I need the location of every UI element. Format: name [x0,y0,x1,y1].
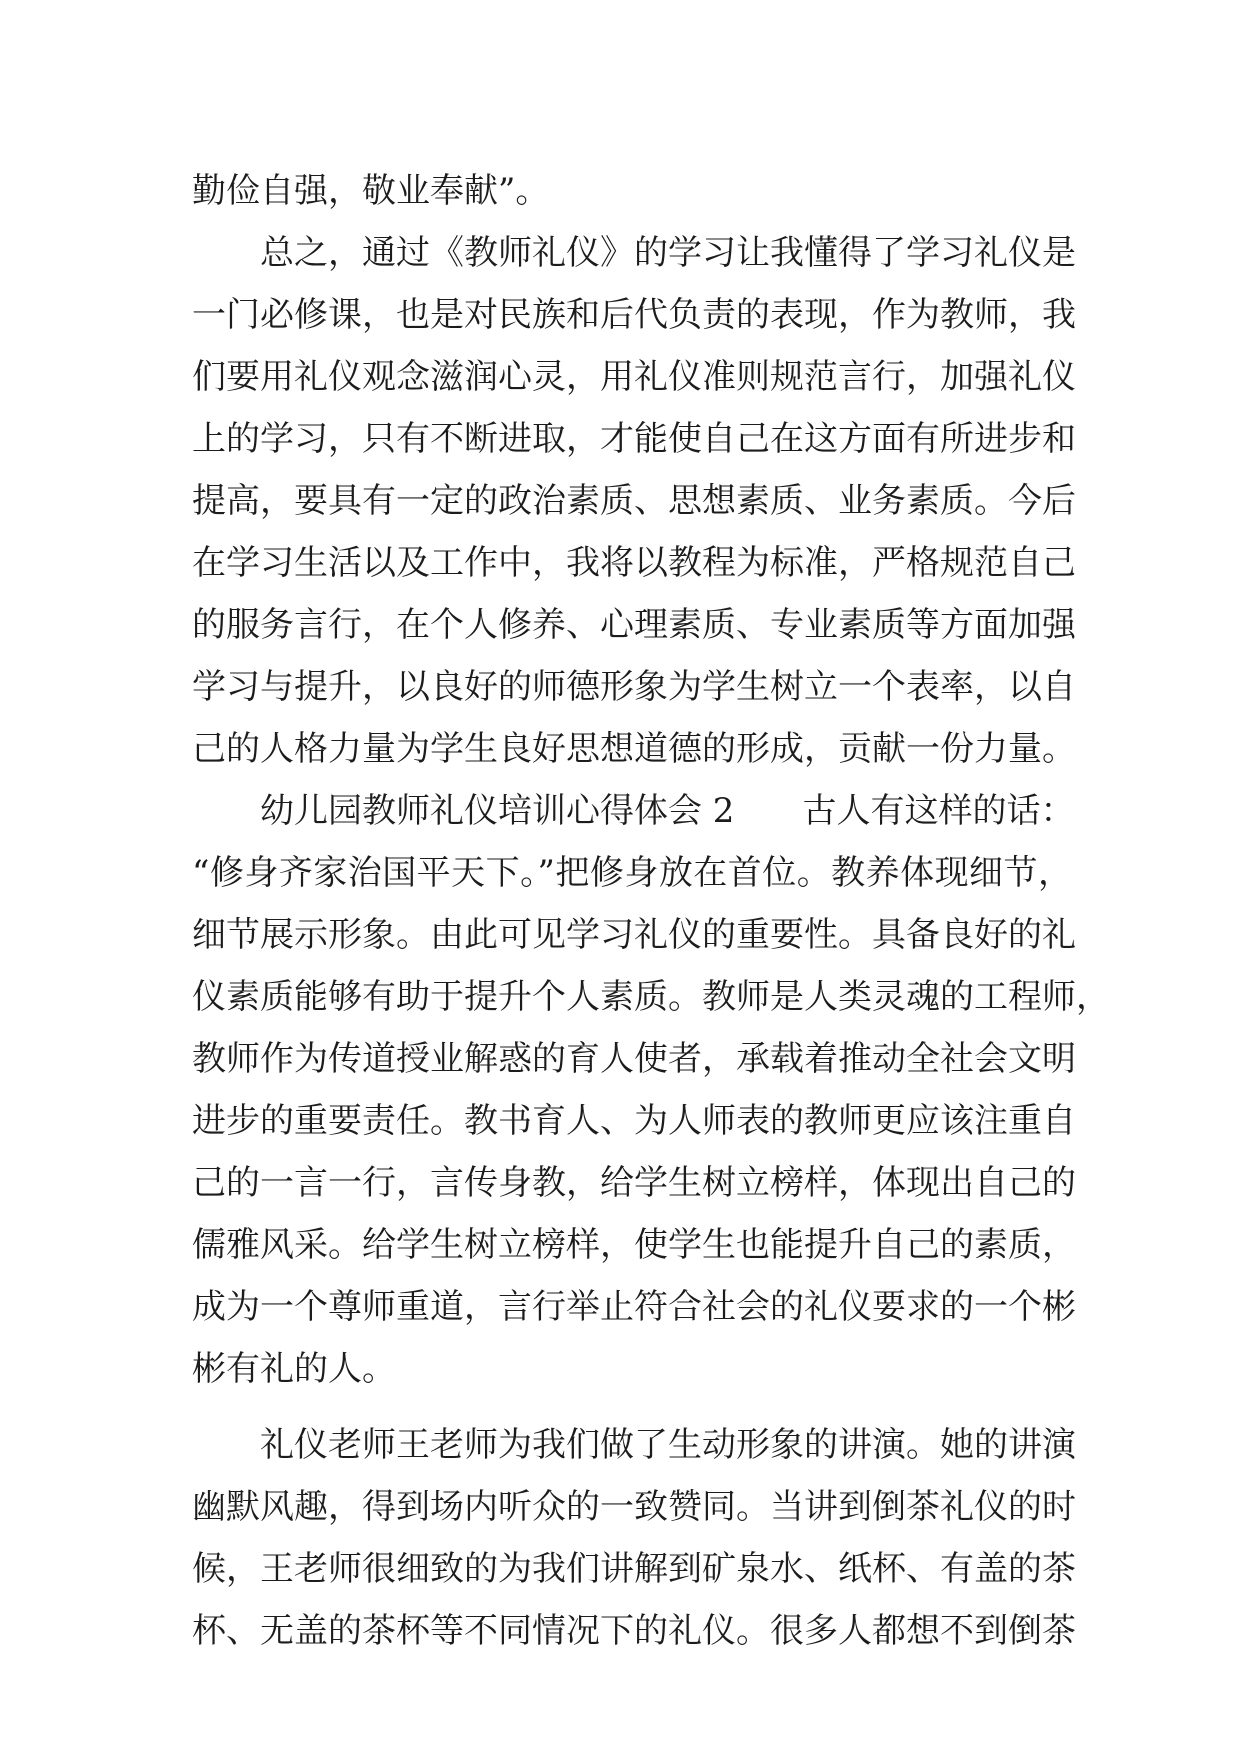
text-line: 总之，通过《教师礼仪》的学习让我懂得了学习礼仪是 [192,233,1076,273]
text-line: 学习与提升，以良好的师德形象为学生树立一个表率，以自 [192,667,1076,707]
text-line: 教师作为传道授业解惑的育人使者，承载着推动全社会文明 [192,1039,1076,1079]
text-line: 上的学习，只有不断进取，才能使自己在这方面有所进步和 [192,419,1076,459]
paragraph-spacing [192,1400,1072,1414]
paragraph-1 [192,160,1072,222]
text-line: 们要用礼仪观念滋润心灵，用礼仪准则规范言行，加强礼仪 [192,357,1076,397]
paragraph-2 [192,222,1076,780]
text-line: 的服务言行，在个人修养、心理素质、专业素质等方面加强 [192,605,1076,645]
paragraph-4 [192,1414,1076,1662]
text-line: “修身齐家治国平天下。”把修身放在首位。教养体现细节， [192,853,1072,893]
text-line: 候，王老师很细致的为我们讲解到矿泉水、纸杯、有盖的茶 [192,1549,1076,1589]
text-line: 进步的重要责任。教书育人、为人师表的教师更应该注重自 [192,1101,1076,1141]
text-line: 儒雅风采。给学生树立榜样，使学生也能提升自己的素质， [192,1225,1076,1265]
text-line: 勤俭自强，敬业奉献”。 [192,171,550,211]
document-body [192,160,1110,1662]
text-line: 彬有礼的人。 [192,1349,396,1389]
text-line: 提高，要具有一定的政治素质、思想素质、业务素质。今后 [192,481,1076,521]
text-line: 一门必修课，也是对民族和后代负责的表现，作为教师，我 [192,295,1076,335]
text-line: 杯、无盖的茶杯等不同情况下的礼仪。很多人都想不到倒茶 [192,1611,1076,1651]
text-line: 己的一言一行，言传身教，给学生树立榜样，体现出自己的 [192,1163,1076,1203]
text-line: 成为一个尊师重道，言行举止符合社会的礼仪要求的一个彬 [192,1287,1076,1327]
text-line: 仪素质能够有助于提升个人素质。教师是人类灵魂的工程师， [192,977,1110,1017]
paragraph-3 [192,780,1110,1400]
text-line: 己的人格力量为学生良好思想道德的形成，贡献一份力量。 [192,729,1076,769]
text-line: 细节展示形象。由此可见学习礼仪的重要性。具备良好的礼 [192,915,1076,955]
text-line: 幼儿园教师礼仪培训心得体会 2 古人有这样的话： [192,791,1075,831]
text-line: 礼仪老师王老师为我们做了生动形象的讲演。她的讲演 [192,1425,1076,1465]
text-line: 幽默风趣，得到场内听众的一致赞同。当讲到倒茶礼仪的时 [192,1487,1076,1527]
text-line: 在学习生活以及工作中，我将以教程为标准，严格规范自己 [192,543,1076,583]
